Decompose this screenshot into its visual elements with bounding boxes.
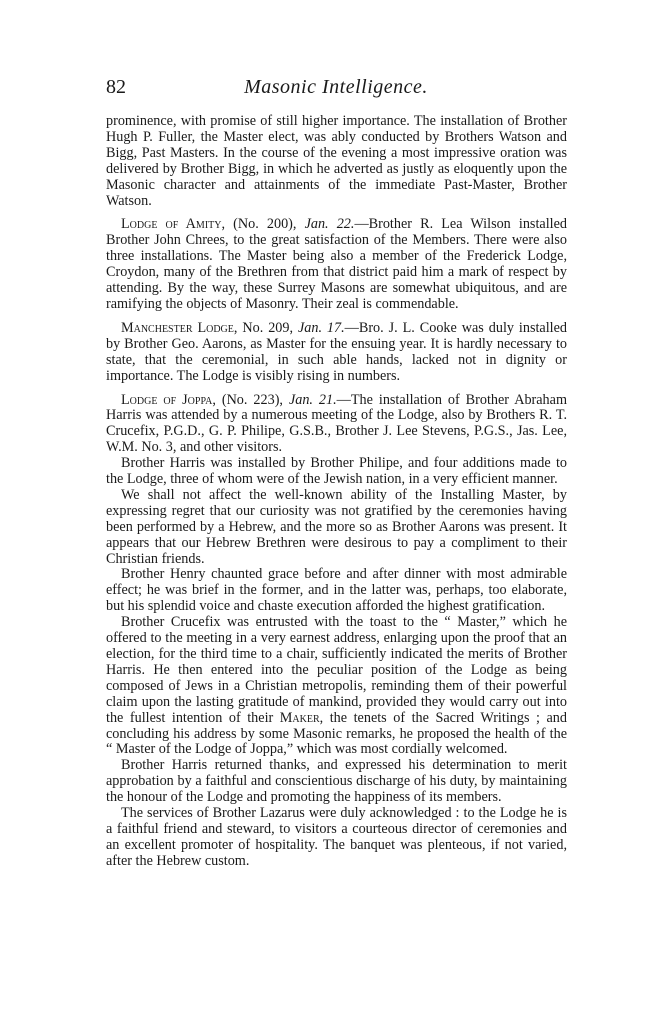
- article-body: [106, 114, 567, 870]
- lodge-name: Manchester Lodge,: [121, 319, 238, 336]
- meeting-date: Jan. 22.: [304, 216, 355, 233]
- meeting-date: Jan. 21.: [288, 391, 337, 408]
- maker-word: Maker,: [279, 709, 324, 726]
- lodge-number: (No. 223),: [215, 391, 289, 408]
- page-number: 82: [106, 76, 126, 98]
- meeting-date: Jan. 17.: [297, 319, 345, 336]
- paragraph-continuation: prominence, with promise of still higher importance. The installation of Brother Hugh P. Fuller, the Master elect, was ably conducted by Brothers Watson and Bigg, Past Masters. In the course of the evening a most impressive oration was delivered by Brother Bigg, in which he adverted as justly as eloquently upon the Masonic character and attainments of the immediate Past-Master, Brother Watson.: [106, 113, 567, 209]
- paragraph-toast: [106, 615, 567, 758]
- paragraph-text: —Brother R. Lea Wilson installed Brother John Chrees, to the great satisfaction of the Members. There were also three installations. The Master being also a member of the Frederick Lodge, Croydon, many of the Brethren from that district paid him a mark of respect by attending. By the way, these Surrey Masons are somewhat ubiquitous, and are ramifying the objects of Masonry. Their zeal is commendable.: [106, 216, 567, 312]
- paragraph-text: —The installation of Brother Abraham Harris was attended by a numerous meeting of the Lodge, also by Brothers R. T. Crucefix, P.G.D., G. P. Philipe, G.S.B., Brother J. Lee Stevens, P.G.S., Jas. Lee, W.M. No. 3, and other visitors.: [106, 391, 567, 456]
- paragraph-installing-master: We shall not affect the well-known ability of the Installing Master, by expressing regret that our curiosity was not gratified by the ceremonies having been performed by a Hebrew, and the more so as Brother Aarons was present. It appears that our Hebrew Brethren were desirous to pay a compliment to their Christian friends.: [106, 486, 567, 567]
- lodge-name: Lodge of Amity,: [121, 216, 226, 233]
- paragraph-text: —Bro. J. L. Cooke was duly installed by Brother Geo. Aarons, as Master for the ensuing year. It is hardly necessary to state, that the ceremonial, in such able hands, lacked not in dignity or importance. The Lodge is visibly rising in numbers.: [106, 319, 567, 384]
- paragraph-installation: Brother Harris was installed by Brother Philipe, and four additions made to the Lodge, three of whom were of the Jewish nation, in a very efficient manner.: [106, 455, 567, 488]
- paragraph-lodge-of-amity: [106, 217, 567, 312]
- lodge-number: (No. 200),: [225, 216, 305, 233]
- running-head: [106, 76, 566, 102]
- running-title: Masonic Intelligence.: [244, 76, 428, 98]
- lodge-name: Lodge of Joppa,: [121, 391, 216, 408]
- paragraph-grace: Brother Henry chaunted grace before and after dinner with most admirable effect; he was brief in the former, and in the latter was, perhaps, too elaborate, but his splendid voice and chaste execution afforded the highest gratification.: [106, 566, 567, 615]
- lodge-number: No. 209,: [237, 319, 298, 336]
- paragraph-text: the tenets of the Sacred Writings ; and concluding his address by some Masonic remarks, he proposed the health of the “ Master of the Lodge of Joppa,” which was most cordially welcomed.: [106, 709, 567, 758]
- paragraph-services: The services of Brother Lazarus were duly acknowledged : to the Lodge he is a faithful friend and steward, to visitors a courteous director of ceremonies and an excellent promoter of hospitality. The banquet was plenteous, if not varied, after the Hebrew custom.: [106, 805, 567, 869]
- paragraph-lodge-of-joppa: [106, 393, 567, 457]
- paragraph-manchester-lodge: [106, 321, 567, 385]
- paragraph-text: Brother Crucefix was entrusted with the toast to the “ Master,” which he offered to the meeting in a very earnest address, enlarging upon the proof that an election, for the third time to a chair, sufficiently indicated the merits of Brother Harris. He then entered into the peculiar position of the Lodge as being composed of Jews in a Christian metropolis, reminding them of their powerful claim upon the lasting gratitude of mankind, provided they would carry out into the fullest intention of their: [106, 614, 567, 726]
- paragraph-thanks: Brother Harris returned thanks, and expressed his determination to merit approbation by a faithful and conscientious discharge of his duty, by maintaining the honour of the Lodge and promoting the happiness of its members.: [106, 757, 567, 806]
